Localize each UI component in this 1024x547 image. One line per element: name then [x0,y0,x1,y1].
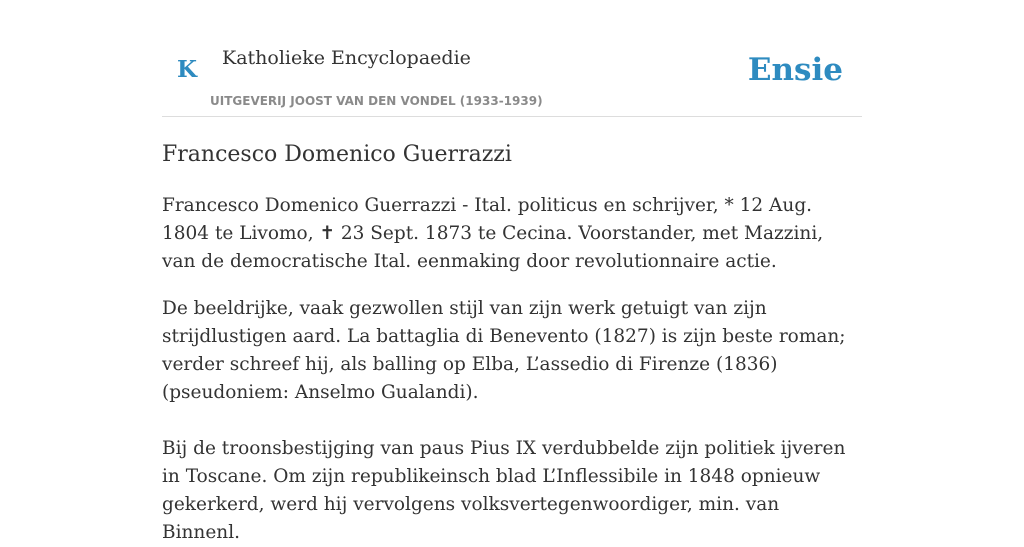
article [162,138,862,547]
site-title[interactable]: Katholieke Encyclopaedie [222,47,471,69]
site-header [162,0,862,117]
site-logo[interactable]: K [177,56,197,83]
article-title: Francesco Domenico Guerrazzi [162,142,512,167]
site-subtitle: UITGEVERIJ JOOST VAN DEN VONDEL (1933-1939) [210,94,543,108]
brand-logo[interactable]: Ensie [747,52,843,88]
article-paragraph: De beeldrijke, vaak gezwollen stijl van zijn werk getuigt van zijn strijdlustigen aard. La battaglia di Benevento (1827) is zijn beste roman; verder schreef hij, als balling op Elba, L’assedio di Firenze (1836) (pseudoniem: Anselmo Gualandi). [162,298,846,403]
article-paragraph: Bij de troonsbestijging van paus Pius IX verdubbelde zijn politiek ijveren in Toscane. Om zijn republikeinsch blad L’Inflessibile in 1848 opnieuw gekerkerd, werd hij vervolgens volksvertegenwoordiger, min. van Binnenl. [162,438,846,543]
article-paragraph: Francesco Domenico Guerrazzi - Ital. politicus en schrijver, * 12 Aug. 1804 te Livomo, ✝ 23 Sept. 1873 te Cecina. Voorstander, met Mazzini, van de democratische Ital. eenmaking door revolutionnaire actie. [162,195,824,272]
